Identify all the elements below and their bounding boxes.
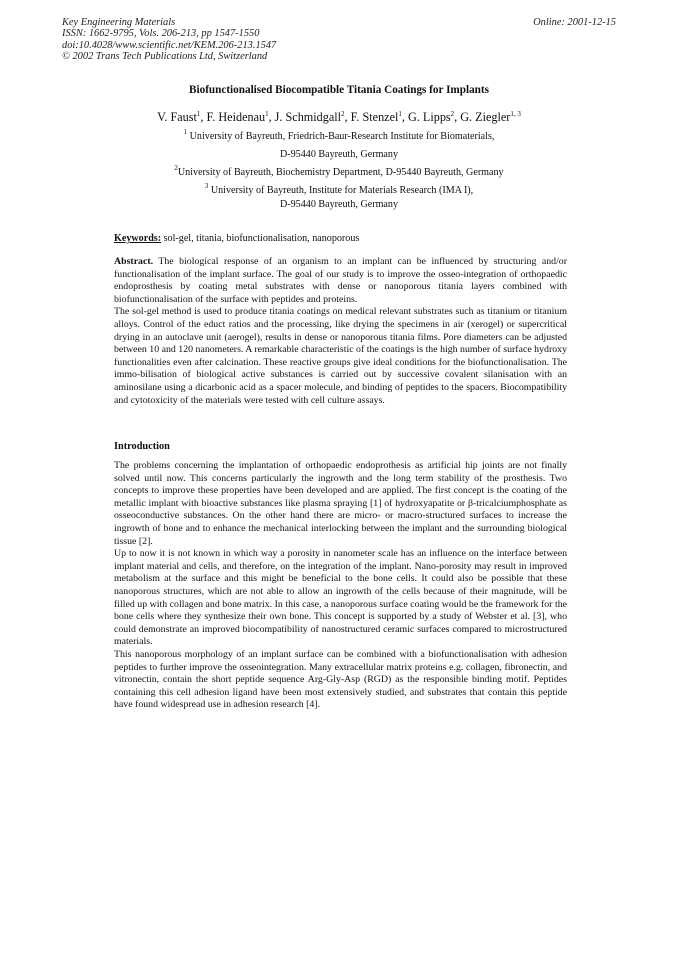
keywords-line [114,233,359,244]
abstract-p1-text: The biological response of an organism to an implant can be influenced by structuring and/or functionalisation of the implant surface. The goal of our study is to improve the osseo-integration of orthopaedic endoprosthesis by coating metal substrates with dense or nanoporous titania layers combined with biofunctionalisation of the surface with peptides and proteins. [114,256,567,305]
author-name: G. Lipps [408,110,451,124]
author-separator: , [454,110,461,124]
affiliation-3-text: University of Bayreuth, Institute for Materials Research (IMA I), [210,185,474,196]
author-separator: , [401,110,408,124]
author-separator: , [268,110,275,124]
abstract-paragraph-1 [114,256,567,306]
author-affiliation-mark: 2 [341,110,345,118]
author-affiliation-mark: 2 [450,110,455,118]
introduction-paragraph-1: The problems concerning the implantation of orthopaedic endoprothesis as artificial hip joints are not finally solved until now. This concerns particularly the ingrowth and the long term stability of the prosthesis. Two concepts to improve these properties have been developed and are applied. The first concept is the coating of the metallic implant with bioactive substances like plasma spraying [1] of hydroxyapatite or β-tricalciumphosphate as osseoconductive substances. On the other hand there are micro- or macro-structured surfaces to increase the ingrowth of bone and to enhance the mechanical interlocking between the implant and the surrounding biological tissue [2]. [114,460,567,547]
abstract-label: Abstract. [114,256,154,267]
keywords-label: Keywords: [114,233,162,244]
introduction-heading: Introduction [114,441,170,452]
author-name: V. Faust [157,110,197,124]
online-date: Online: 2001-12-15 [533,17,616,28]
author-name: F. Stenzel [350,110,399,124]
paper-title: Biofunctionalised Biocompatible Titania Coatings for Implants [189,84,489,96]
author-separator: , [344,110,351,124]
journal-header [62,17,276,63]
affiliation-1-line-1 [0,128,678,142]
author-affiliation-mark: 1, 3 [510,110,521,118]
author-name: J. Schmidgall [274,110,342,124]
introduction-paragraph-3: This nanoporous morphology of an implant surface can be combined with a biofunctionalisation with adhesion peptides to further improve the osseointegration. Many extracellular matrix proteins e.g. collagen, fibronectin, and vitronectin, contain the short peptide sequence Arg-Gly-Asp (RGD) as the responsible binding motif. Peptides containing this cell adhesion ligand have been most extensively studied, and substrates that contain this peptide have found widespread use in adhesion research [4]. [114,648,567,711]
author-affiliation-mark: 1 [196,110,201,118]
introduction-block [114,460,567,712]
copyright-line: © 2002 Trans Tech Publications Ltd, Switzerland [62,51,268,63]
affiliation-1-text: University of Bayreuth, Friedrich-Baur-Research Institute for Biomaterials, [189,131,495,142]
author-affiliation-mark: 1 [265,110,269,118]
abstract-paragraph-2: The sol-gel method is used to produce titania coatings on medical relevant substrates such as titanium or titanium alloys. Control of the educt ratios and the processing, like drying the specimens in air (xerogel) or supercritical drying in an autoclave unit (aerogel), results in dense or nanoporous titania films. Pore diameters can be adjusted between 10 and 120 nanometers. A remarkable characteristic of the coatings is the high number of surface hydroxy functionalities even after calcination. These reactive groups give ideal conditions for the biofunctionalisation. The immo-bilisation of biological active substances is carried out by successive covalent silanisation with an aminosilane using a dicarbonic acid as a spacer molecule, and binding of peptides to the spacers. Biocompatibility and cytotoxicity of the materials were tested with cell culture assays. [114,306,567,406]
affiliation-1-line-2: D-95440 Bayreuth, Germany [279,149,398,160]
affiliation-2-line-1 [0,164,678,178]
affiliation-2-mark: 2 [174,164,178,172]
journal-name: Key Engineering Materials [62,17,176,28]
author-separator: , [200,110,207,124]
affiliation-3-line-2: D-95440 Bayreuth, Germany [279,199,398,210]
author-affiliation-mark: 1 [398,110,402,118]
abstract-block [114,256,567,407]
affiliation-3-mark: 3 [204,182,209,190]
keywords-text: sol-gel, titania, biofunctionalisation, nanoporous [161,233,360,244]
affiliation-2-text: University of Bayreuth, Biochemistry Department, D-95440 Bayreuth, Germany [177,167,504,178]
introduction-paragraph-2: Up to now it is not known in which way a porosity in nanometer scale has an influence on the interface between implant material and cells, and therefore, on the integration of the implant. Nano-porosity may result in improved metabolism at the surface and this might be beneficial to the bone cells. It could also be possible that these nanoporous structures, which are not able to allow an ingrowth of the cells because of their magnitude, will be filled up with collagen and bone matrix. In this case, a nanoporous surface coating would be the framework for the bone cells where they synthesize their own bone. This concept is supported by a study of Webster et al. [3], who could demonstrate an improved biocompatibility of nanostructured ceramic surfaces compared to microstructured materials. [114,548,567,648]
author-list [0,110,678,125]
issn-line: ISSN: 1662-9795, Vols. 206-213, pp 1547-1550 [62,28,260,40]
doi-line[interactable]: doi:10.4028/www.scientific.net/KEM.206-213.1547 [62,39,277,51]
author-name: F. Heidenau [206,110,266,124]
author-name: G. Ziegler [460,110,511,124]
affiliation-3-line-1 [0,182,678,196]
affiliation-1-mark: 1 [183,128,188,136]
